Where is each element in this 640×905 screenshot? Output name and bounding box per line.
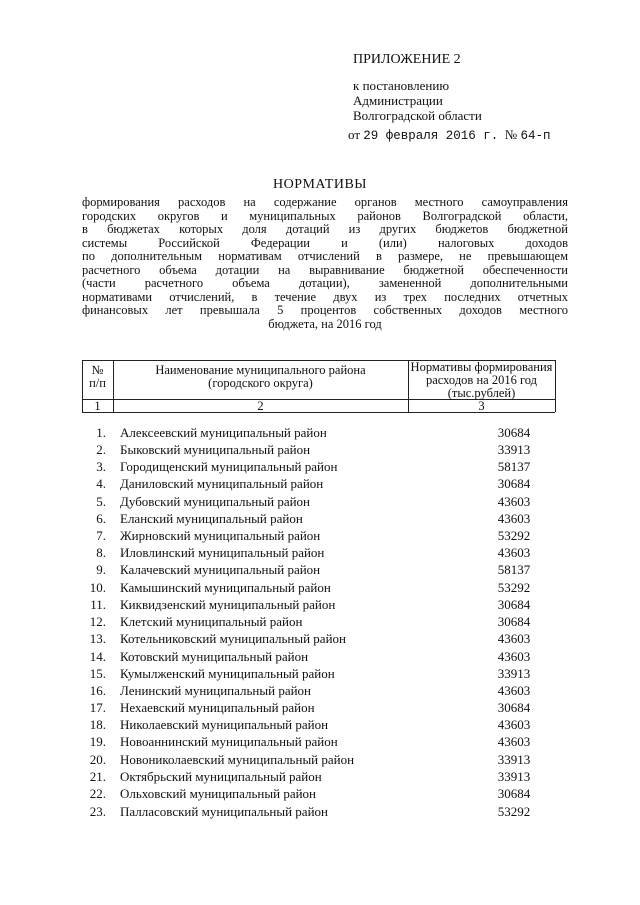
district-name: Котовский муниципальный район <box>120 649 309 664</box>
district-name: Алексеевский муниципальный район <box>120 425 327 440</box>
description-line: расчетного объема дотации на выравнивание бюджетной обеспеченности <box>82 262 568 277</box>
district-value: 30684 <box>497 614 531 629</box>
district-value: 43603 <box>497 494 531 509</box>
district-name: Иловлинский муниципальный район <box>120 545 325 560</box>
ref-line-2: Администрации <box>353 93 443 108</box>
district-value: 43603 <box>497 631 531 646</box>
col-index-3: 3 <box>478 399 485 413</box>
row-number: 7. <box>96 528 106 543</box>
district-name: Новониколаевский муниципальный район <box>120 752 355 767</box>
row-number: 17. <box>89 700 106 715</box>
table-row <box>0 459 640 476</box>
description-line: в бюджетах которых доля дотаций из других бюджетов бюджетной <box>82 222 568 236</box>
district-name: Котельниковский муниципальный район <box>120 631 346 646</box>
description-line: городских округов и муниципальных районов Волгоградской области, <box>82 208 568 223</box>
district-name: Жирновский муниципальный район <box>120 528 321 543</box>
district-name: Октябрьский муниципальный район <box>120 769 322 784</box>
district-name: Городищенский муниципальный район <box>120 459 338 474</box>
ref-line-3: Волгоградской области <box>353 108 482 123</box>
table-row <box>0 614 640 631</box>
row-number: 16. <box>89 683 106 698</box>
district-name: Камышинский муниципальный район <box>120 580 331 595</box>
table-row <box>0 769 640 786</box>
table-row <box>0 597 640 614</box>
district-name: Палласовский муниципальный район <box>120 804 328 819</box>
row-number: 18. <box>89 717 106 732</box>
row-number: 14. <box>89 649 106 664</box>
row-number: 3. <box>96 459 106 474</box>
district-value: 33913 <box>497 752 531 767</box>
date-prefix: от <box>348 127 361 142</box>
table-row <box>0 562 640 579</box>
decree-number: 64-п <box>520 129 551 143</box>
row-number: 13. <box>89 631 106 646</box>
row-number: 11. <box>90 597 106 612</box>
table-row <box>0 631 640 648</box>
table-row <box>0 442 640 459</box>
district-value: 30684 <box>497 476 531 491</box>
row-number: 19. <box>89 734 106 749</box>
district-value: 53292 <box>497 804 531 819</box>
decree-date-line <box>348 127 550 143</box>
table-row <box>0 752 640 769</box>
col-name-header: Наименование муниципального района (городского округа) <box>155 363 366 390</box>
ref-line-1: к постановлению <box>353 78 450 93</box>
district-name: Ольховский муниципальный район <box>120 786 317 801</box>
district-value: 30684 <box>497 597 531 612</box>
row-number: 5. <box>96 494 106 509</box>
district-value: 53292 <box>497 580 531 595</box>
district-value: 43603 <box>497 683 531 698</box>
table-row <box>0 494 640 511</box>
district-value: 43603 <box>497 649 531 664</box>
table-row <box>0 717 640 734</box>
row-number: 12. <box>89 614 106 629</box>
district-value: 43603 <box>497 734 531 749</box>
district-name: Ленинский муниципальный район <box>120 683 312 698</box>
district-name: Киквидзенский муниципальный район <box>120 597 336 612</box>
row-number: 20. <box>89 752 106 767</box>
table-row <box>0 786 640 803</box>
description-line: финансовых лет превышала 5 процентов собственных доходов местного <box>82 303 568 317</box>
district-value: 33913 <box>497 666 531 681</box>
district-value: 58137 <box>497 459 531 474</box>
row-number: 4. <box>96 476 106 491</box>
table-row <box>0 476 640 493</box>
description-line: бюджета, на 2016 год <box>268 316 382 331</box>
table-row <box>0 700 640 717</box>
row-number: 2. <box>96 442 106 457</box>
district-name: Новоаннинский муниципальный район <box>120 734 338 749</box>
district-value: 58137 <box>497 562 531 577</box>
description-line: нормативами отчислений, в течение двух из трех последних отчетных <box>82 289 568 304</box>
table-row <box>0 528 640 545</box>
table-row <box>0 649 640 666</box>
district-value: 33913 <box>497 769 531 784</box>
district-value: 30684 <box>497 700 531 715</box>
district-name: Даниловский муниципальный район <box>120 476 324 491</box>
table-row <box>0 425 640 442</box>
appendix-title: ПРИЛОЖЕНИЕ 2 <box>353 52 461 67</box>
document-description <box>82 196 568 331</box>
decree-date: 29 февраля 2016 г. <box>363 129 499 143</box>
col-value-header: Нормативы формирования расходов на 2016 год (тыс.рублей) <box>410 360 553 400</box>
row-number: 8. <box>96 545 106 560</box>
table-row <box>0 734 640 751</box>
district-name: Дубовский муниципальный район <box>120 494 311 509</box>
table-row <box>0 511 640 528</box>
number-sign: № <box>504 127 518 142</box>
row-number: 10. <box>89 580 106 595</box>
district-value: 53292 <box>497 528 531 543</box>
row-number: 23. <box>89 804 106 819</box>
table-row <box>0 545 640 562</box>
description-line: (части расчетного объема дотации), замененной дополнительными <box>82 276 568 290</box>
table-row <box>0 666 640 683</box>
district-name: Кумылженский муниципальный район <box>120 666 335 681</box>
district-name: Клетский муниципальный район <box>120 614 303 629</box>
district-value: 43603 <box>497 545 531 560</box>
district-name: Калачевский муниципальный район <box>120 562 321 577</box>
district-name: Николаевский муниципальный район <box>120 717 329 732</box>
description-line: по дополнительным нормативам отчислений в размере, не превышающем <box>82 249 568 263</box>
district-value: 43603 <box>497 717 531 732</box>
row-number: 6. <box>96 511 106 526</box>
row-number: 22. <box>89 786 106 801</box>
district-value: 30684 <box>497 786 531 801</box>
col-index-2: 2 <box>257 399 264 413</box>
table-row <box>0 804 640 821</box>
col-index-1: 1 <box>94 399 101 413</box>
district-name: Быковский муниципальный район <box>120 442 311 457</box>
description-line: системы Российской Федерации и (или) налоговых доходов <box>82 235 568 250</box>
district-value: 43603 <box>497 511 531 526</box>
row-number: 9. <box>96 562 106 577</box>
document-title: НОРМАТИВЫ <box>272 177 368 192</box>
table-row <box>0 683 640 700</box>
row-number: 1. <box>96 425 106 440</box>
row-number: 15. <box>89 666 106 681</box>
district-value: 30684 <box>497 425 531 440</box>
district-name: Еланский муниципальный район <box>120 511 303 526</box>
table-right-rule <box>555 360 556 412</box>
district-value: 33913 <box>497 442 531 457</box>
table-row <box>0 580 640 597</box>
row-number: 21. <box>89 769 106 784</box>
district-name: Нехаевский муниципальный район <box>120 700 315 715</box>
col-number-header: № п/п <box>89 363 106 390</box>
description-line: формирования расходов на содержание органов местного самоуправления <box>82 195 568 209</box>
